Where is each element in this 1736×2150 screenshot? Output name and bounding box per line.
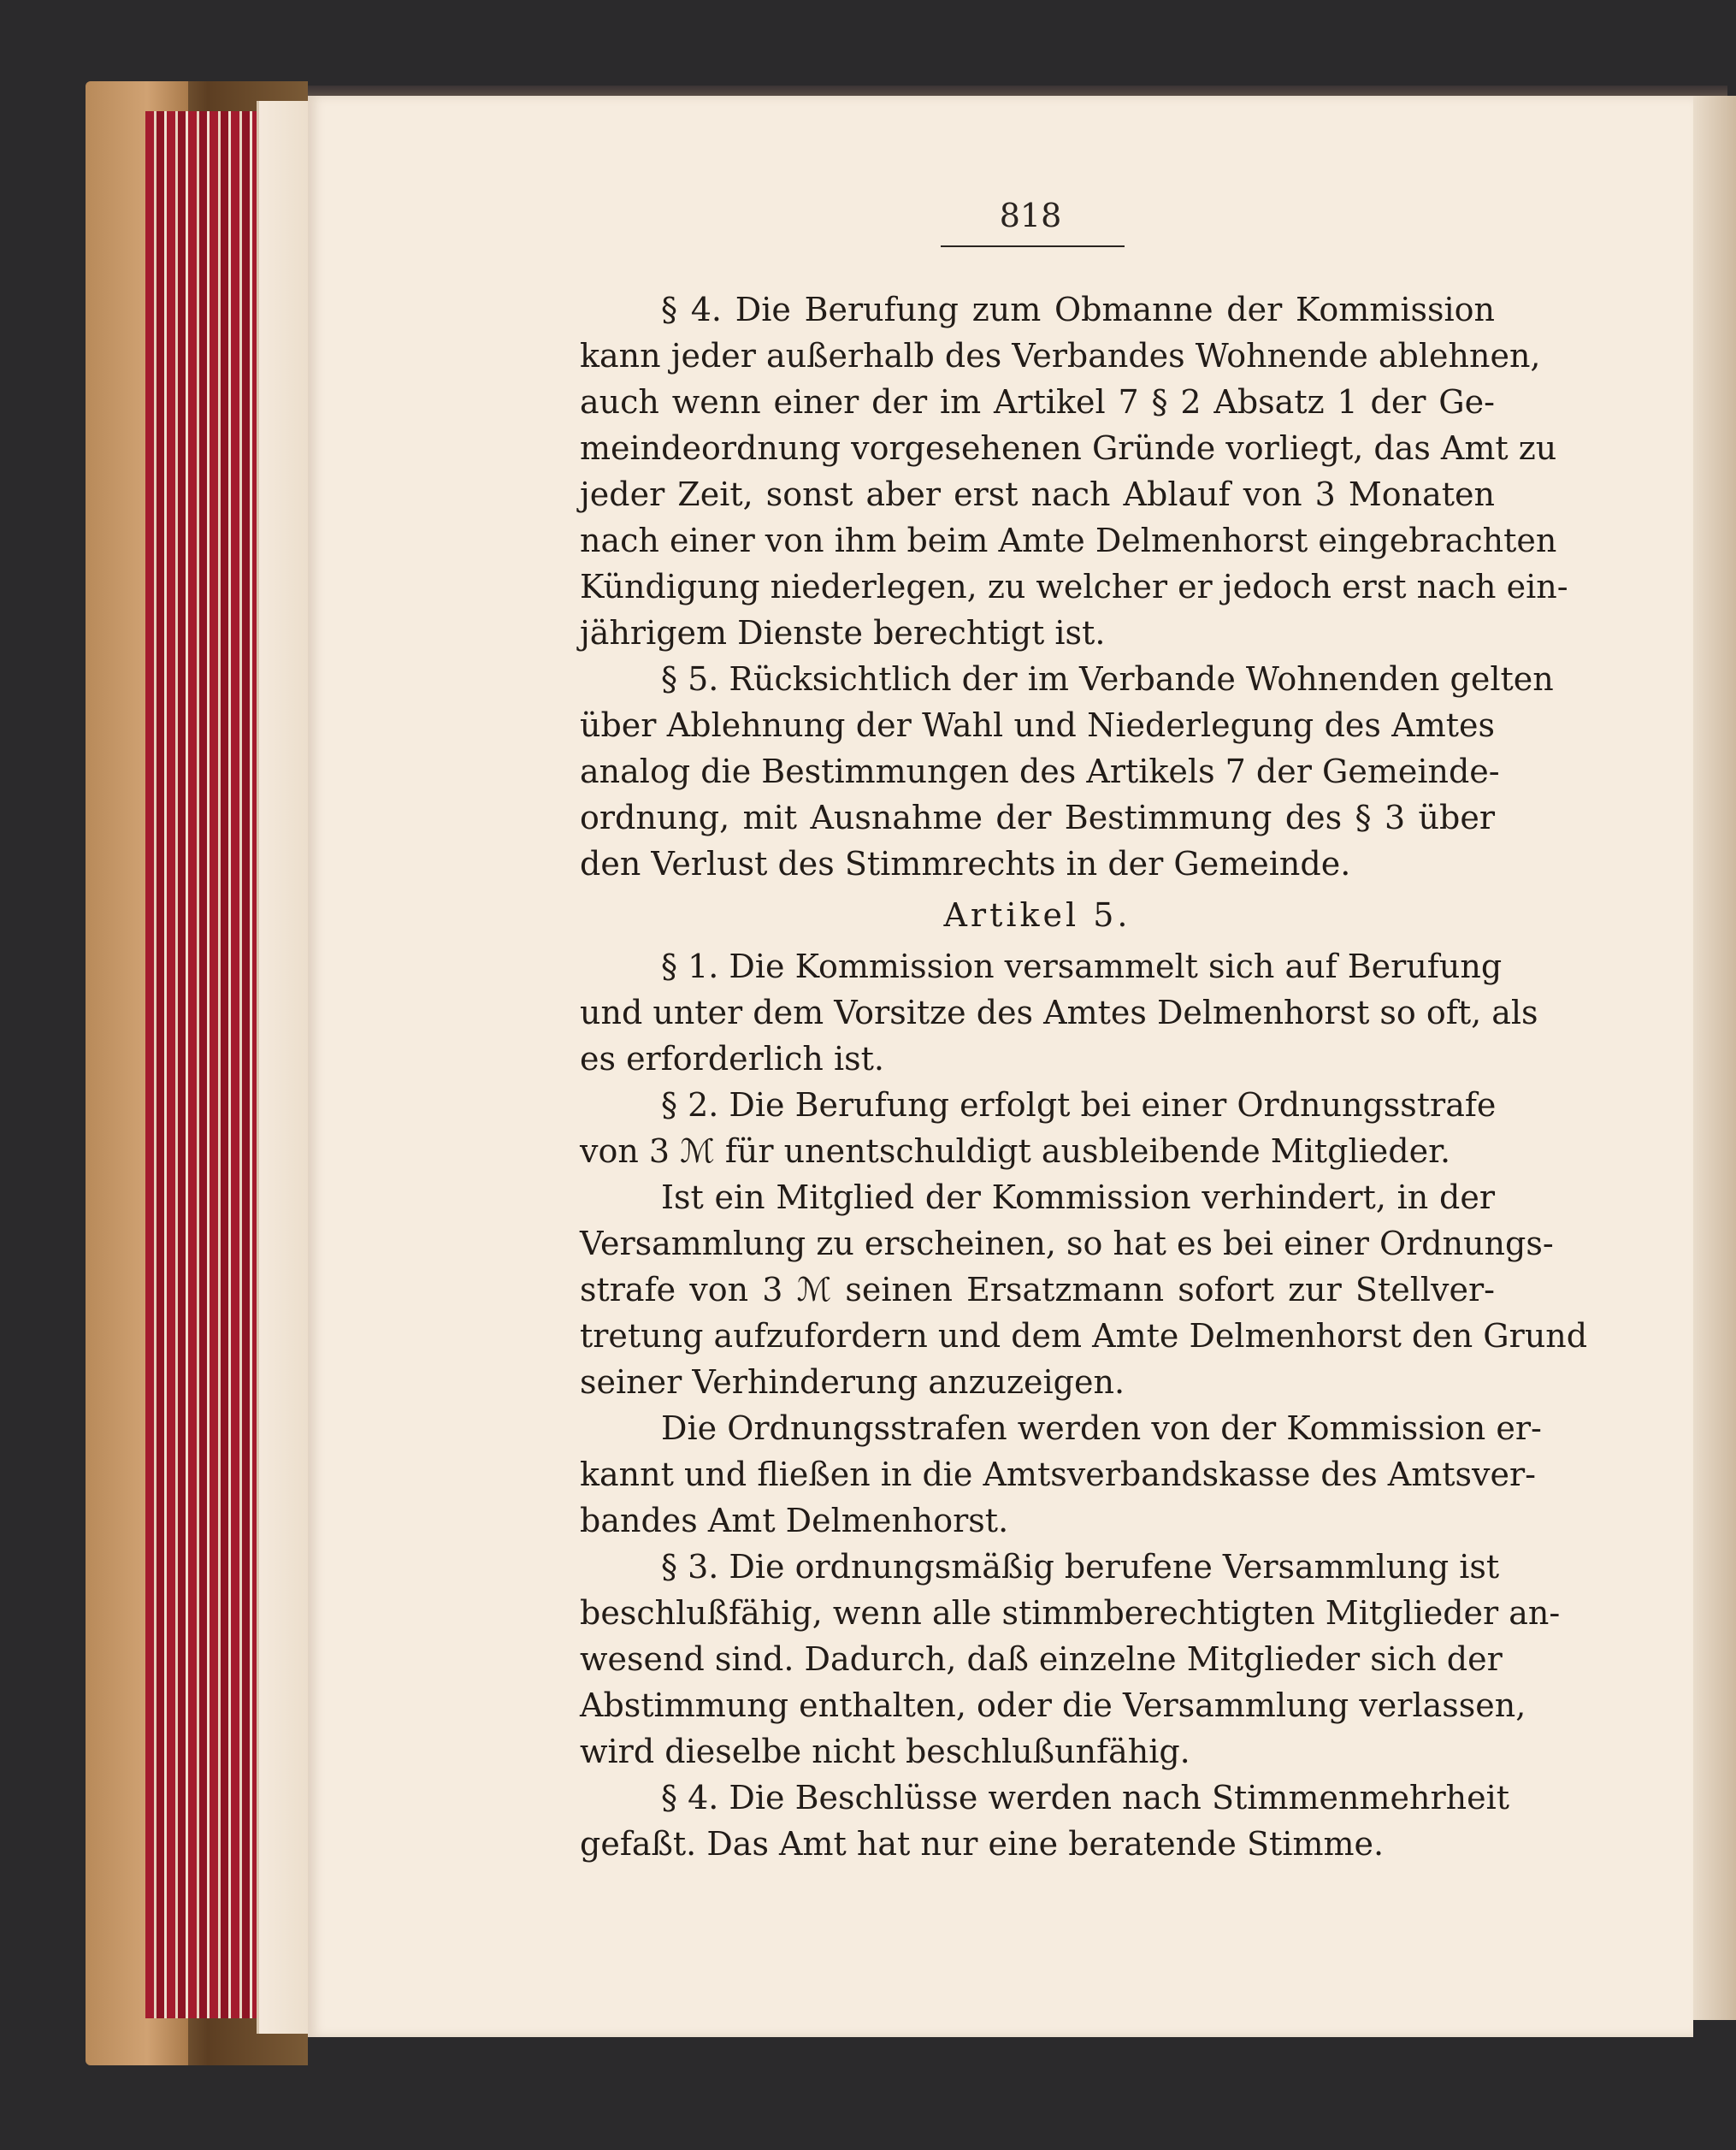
text-line: § 1. Die Kommission versammelt sich auf Berufung [661, 948, 1503, 985]
text-line: kann jeder außerhalb des Verbandes Wohnende ablehnen, [580, 337, 1541, 375]
text-line: ordnung, mit Ausnahme der Bestimmung des § 3 über [580, 799, 1495, 836]
text-line: bandes Amt Delmenhorst. [580, 1502, 1009, 1539]
text-line: Ist ein Mitglied der Kommission verhindert, in der [661, 1178, 1495, 1216]
facing-page-edge [1693, 96, 1736, 2020]
text-line: jeder Zeit, sonst aber erst nach Ablauf von 3 Monaten [580, 475, 1495, 513]
text-line: § 3. Die ordnungsmäßig berufene Versammlung ist [661, 1548, 1500, 1586]
text-line: § 2. Die Berufung erfolgt bei einer Ordnungsstrafe [661, 1086, 1497, 1124]
text-line: meindeordnung vorgesehenen Gründe vorliegt, das Amt zu [580, 429, 1557, 467]
page-number: 818 [999, 197, 1062, 234]
text-line: Kündigung niederlegen, zu welcher er jedoch erst nach ein- [580, 568, 1568, 605]
text-line: beschlußfähig, wenn alle stimmberechtigten Mitglieder an- [580, 1594, 1561, 1632]
text-line: wird dieselbe nicht beschlußunfähig. [580, 1733, 1190, 1770]
text-line: § 4. Die Berufung zum Obmanne der Kommission [661, 291, 1495, 328]
red-page-edges [145, 111, 265, 2018]
text-line: und unter dem Vorsitze des Amtes Delmenhorst so oft, als [580, 994, 1538, 1031]
text-line: wesend sind. Dadurch, daß einzelne Mitglieder sich der [580, 1640, 1503, 1678]
section-heading: Artikel 5. [943, 896, 1131, 934]
text-line: Die Ordnungsstrafen werden von der Kommission er- [661, 1409, 1542, 1447]
text-line: Abstimmung enthalten, oder die Versammlung verlassen, [580, 1686, 1526, 1724]
text-line: über Ablehnung der Wahl und Niederlegung des Amtes [580, 706, 1495, 744]
text-line: § 4. Die Beschlüsse werden nach Stimmenmehrheit [661, 1779, 1510, 1816]
text-line: analog die Bestimmungen des Artikels 7 der Gemeinde- [580, 753, 1500, 790]
text-line: tretung aufzufordern und dem Amte Delmenhorst den Grund [580, 1317, 1588, 1355]
body-text [580, 286, 1588, 1867]
text-line: kannt und fließen in die Amtsverbandskasse des Amtsver- [580, 1456, 1536, 1493]
text-line: seiner Verhinderung anzuzeigen. [580, 1363, 1125, 1401]
text-line: gefaßt. Das Amt hat nur eine beratende Stimme. [580, 1825, 1385, 1863]
text-line: strafe von 3 ℳ seinen Ersatzmann sofort zur Stellver- [580, 1271, 1495, 1308]
text-line: den Verlust des Stimmrechts in der Gemeinde. [580, 845, 1351, 883]
text-line: auch wenn einer der im Artikel 7 § 2 Absatz 1 der Ge- [580, 383, 1495, 421]
text-line: von 3 ℳ für unentschuldigt ausbleibende Mitglieder. [580, 1132, 1451, 1170]
text-line: § 5. Rücksichtlich der im Verbande Wohnenden gelten [661, 660, 1554, 698]
text-line: es erforderlich ist. [580, 1040, 884, 1078]
text-line: jährigem Dienste berechtigt ist. [580, 614, 1106, 652]
page-number-rule [941, 245, 1125, 247]
text-line: Versammlung zu erscheinen, so hat es bei einer Ordnungs- [580, 1225, 1554, 1262]
text-line: nach einer von ihm beim Amte Delmenhorst eingebrachten [580, 522, 1557, 559]
